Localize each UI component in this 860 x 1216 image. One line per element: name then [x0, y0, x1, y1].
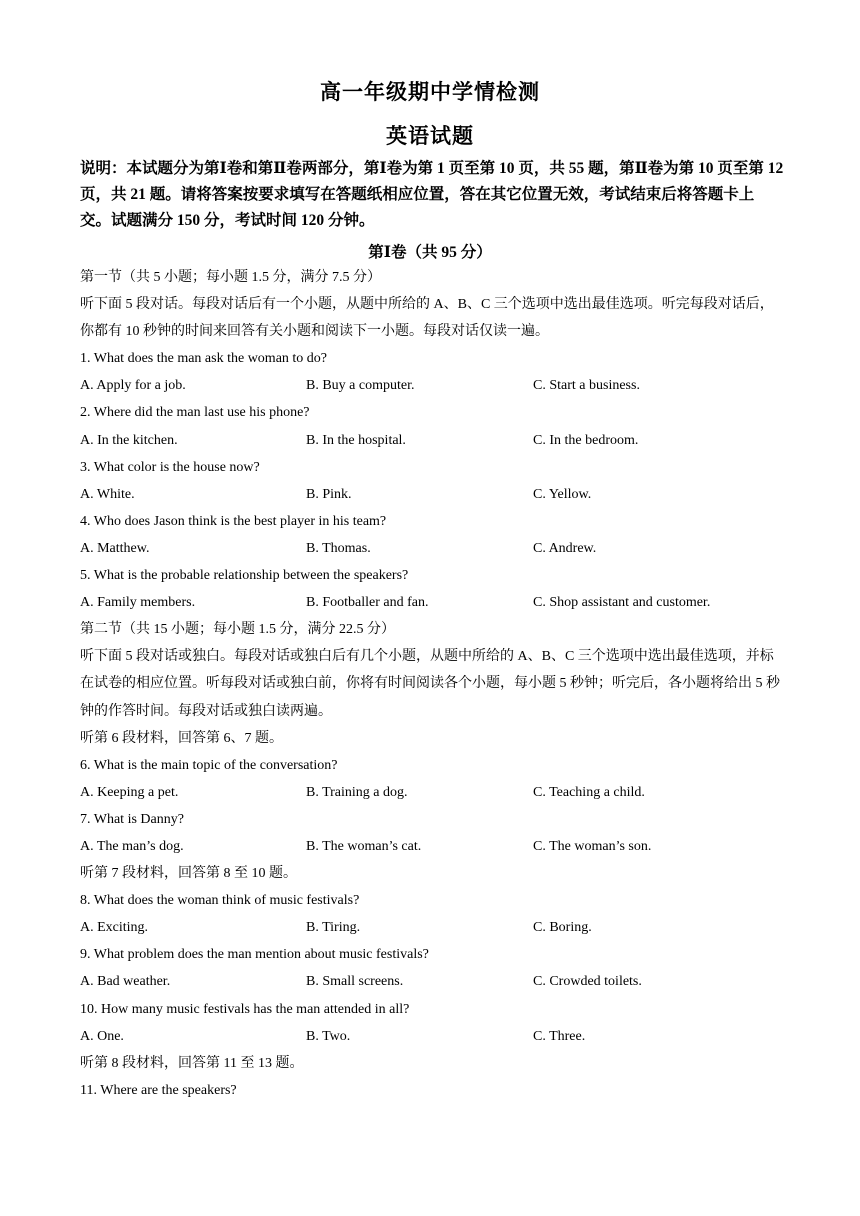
option-b: B. In the hospital.	[306, 432, 406, 448]
option-b: B. Thomas.	[306, 540, 371, 556]
question-options	[80, 914, 785, 941]
option-c: C. Shop assistant and customer.	[533, 595, 711, 611]
option-b: B. Training a dog.	[306, 784, 408, 800]
option-c: C. Start a business.	[533, 378, 640, 394]
option-a: A. Apply for a job.	[80, 378, 186, 394]
option-a: A. Keeping a pet.	[80, 784, 179, 800]
option-a: A. Matthew.	[80, 540, 150, 556]
question-options	[80, 481, 785, 508]
option-a: A. Bad weather.	[80, 974, 171, 990]
question-stem: 2. Where did the man last use his phone?	[80, 405, 310, 421]
section-one-instructions: 听下面 5 段对话。每段对话后有一个小题，从题中所给的 A、B、C 三个选项中选出最佳选项。听完每段对话后，你都有 10 秒钟的时间来回答有关小题和阅读下一小题。每段对话仅读一遍。	[80, 297, 774, 340]
material-note: 听第 8 段材料，回答第 11 至 13 题。	[80, 1055, 304, 1071]
option-b: B. Buy a computer.	[306, 378, 415, 394]
question-options	[80, 372, 785, 399]
option-c: C. The woman’s son.	[533, 838, 652, 854]
option-c: C. Andrew.	[533, 540, 597, 556]
exam-body	[80, 264, 785, 1104]
option-b: B. Small screens.	[306, 974, 404, 990]
material-note: 听第 7 段材料，回答第 8 至 10 题。	[80, 866, 297, 882]
question-options	[80, 535, 785, 562]
option-b: B. Pink.	[306, 486, 352, 502]
part-one-title: 第Ⅰ卷（共 95 分）	[368, 244, 492, 261]
material-note: 听第 6 段材料，回答第 6、7 题。	[80, 730, 283, 746]
question-stem: 11. Where are the speakers?	[80, 1082, 237, 1098]
exam-title: 高一年级期中学情检测	[320, 80, 540, 104]
option-c: C. In the bedroom.	[533, 432, 639, 448]
option-c: C. Teaching a child.	[533, 784, 645, 800]
option-a: A. Exciting.	[80, 920, 149, 936]
question-stem: 9. What problem does the man mention about music festivals?	[80, 947, 429, 963]
option-c: C. Three.	[533, 1028, 586, 1044]
option-a: A. Family members.	[80, 595, 196, 611]
question-options	[80, 427, 785, 454]
question-stem: 7. What is Danny?	[80, 811, 184, 827]
section-one-heading: 第一节（共 5 小题；每小题 1.5 分，满分 7.5 分）	[80, 270, 381, 285]
option-b: B. Two.	[306, 1028, 351, 1044]
exam-instructions: 说明：本试题分为第Ⅰ卷和第Ⅱ卷两部分，第Ⅰ卷为第 1 页至第 10 页，共 55 题，第Ⅱ卷为第 10 页至第 12 页，共 21 题。请将答案按要求填写在答题纸相应位置，答在其它位置无效，考试结束后将答题卡上交。试题满分 150 分，考试时间 120 分钟。	[80, 160, 784, 229]
question-stem: 4. Who does Jason think is the best player in his team?	[80, 513, 387, 529]
question-stem: 10. How many music festivals has the man attended in all?	[80, 1001, 410, 1017]
question-stem: 5. What is the probable relationship between the speakers?	[80, 568, 409, 584]
section-two-instructions: 听下面 5 段对话或独白。每段对话或独白后有几个小题，从题中所给的 A、B、C 三个选项中选出最佳选项，并标在试卷的相应位置。听每段对话或独白前，你将有时间阅读各个小题，每小题 5 秒钟；听完后，各小题将给出 5 秒钟的作答时间。每段对话或独白读两遍。	[80, 649, 780, 719]
question-options	[80, 968, 785, 995]
question-stem: 8. What does the woman think of music festivals?	[80, 893, 360, 909]
option-a: A. One.	[80, 1028, 124, 1044]
option-c: C. Crowded toilets.	[533, 974, 642, 990]
section-two-heading: 第二节（共 15 小题；每小题 1.5 分，满分 22.5 分）	[80, 622, 395, 638]
option-c: C. Boring.	[533, 920, 592, 936]
question-stem: 1. What does the man ask the woman to do?	[80, 351, 328, 367]
option-b: B. Footballer and fan.	[306, 595, 429, 611]
question-options	[80, 589, 785, 616]
question-options	[80, 1023, 785, 1050]
question-options	[80, 779, 785, 806]
option-c: C. Yellow.	[533, 486, 592, 502]
option-a: A. The man’s dog.	[80, 838, 184, 854]
option-b: B. The woman’s cat.	[306, 838, 422, 854]
question-options	[80, 833, 785, 860]
option-a: A. In the kitchen.	[80, 432, 178, 448]
option-a: A. White.	[80, 486, 135, 502]
exam-subtitle: 英语试题	[386, 124, 474, 148]
question-stem: 3. What color is the house now?	[80, 459, 260, 475]
question-stem: 6. What is the main topic of the conversation?	[80, 757, 338, 773]
option-b: B. Tiring.	[306, 920, 361, 936]
